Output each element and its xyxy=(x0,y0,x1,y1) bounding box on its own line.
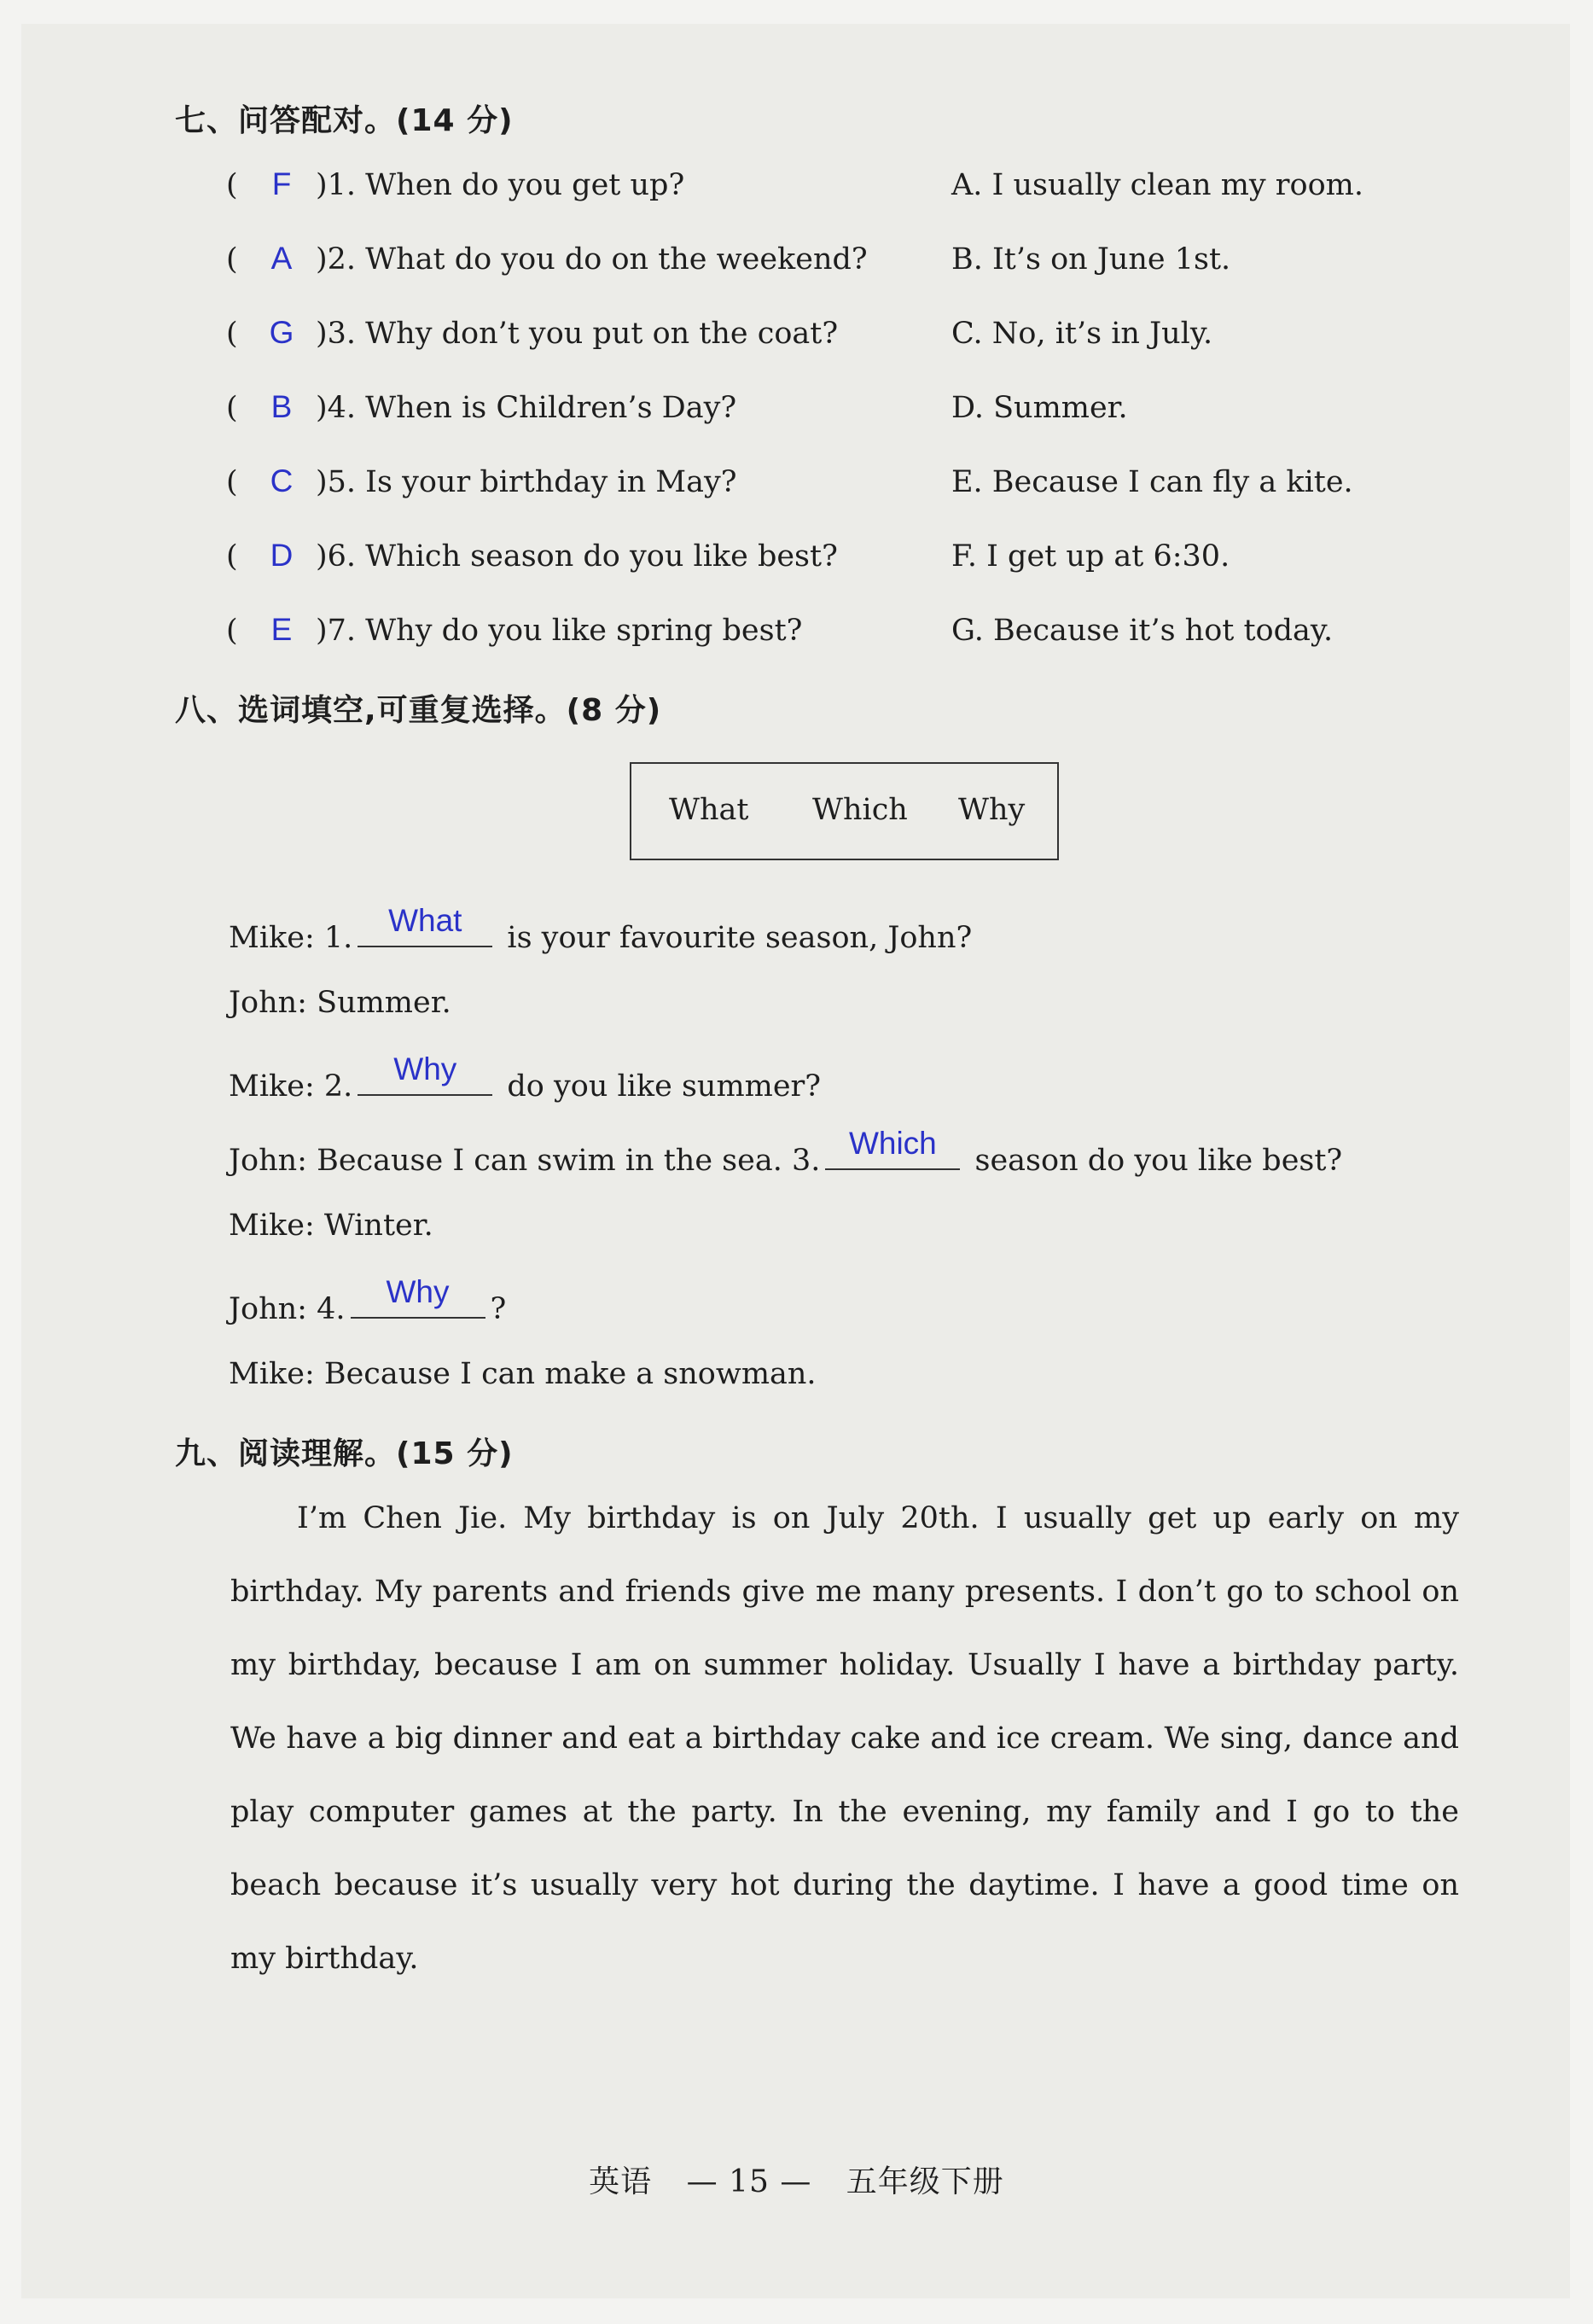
open-paren: ( xyxy=(226,391,238,425)
dialogue-line xyxy=(229,903,973,963)
question-text: )7. Why do you like spring best? xyxy=(316,614,803,648)
dialogue-text: Mike: Winter. xyxy=(229,1209,433,1243)
word-bank xyxy=(630,762,1059,860)
dialogue-line xyxy=(229,1357,817,1408)
dialogue-text: Mike: Because I can make a snowman. xyxy=(229,1357,817,1391)
question-text: )4. When is Children’s Day? xyxy=(316,391,737,425)
answer-letter: A xyxy=(270,241,293,276)
open-paren: ( xyxy=(226,465,238,499)
blank-answer: Why xyxy=(393,1051,457,1086)
answer-letter: F xyxy=(271,166,292,201)
dialogue-line xyxy=(229,986,451,1037)
section9-heading: 九、阅读理解。(15 分) xyxy=(175,1436,514,1471)
open-paren: ( xyxy=(226,168,238,202)
answer-blank xyxy=(358,1051,492,1096)
dialogue-text: Mike: 1. xyxy=(229,921,353,955)
option-text: G. Because it’s hot today. xyxy=(951,614,1334,648)
blank-answer: Why xyxy=(386,1274,450,1309)
question-text: )5. Is your birthday in May? xyxy=(316,465,737,499)
match-row xyxy=(226,614,1506,665)
dialogue-text: do you like summer? xyxy=(507,1069,822,1104)
dialogue-line xyxy=(229,1126,1343,1185)
option-text: B. It’s on June 1st. xyxy=(951,242,1231,277)
answer-letter: G xyxy=(269,315,294,350)
answer-letter: C xyxy=(270,463,294,498)
option-text: D. Summer. xyxy=(951,391,1128,425)
footer-grade: 五年级下册 xyxy=(846,2164,1004,2199)
open-paren: ( xyxy=(226,539,238,574)
match-row xyxy=(226,539,1506,591)
match-row xyxy=(226,317,1506,368)
page-footer xyxy=(0,2158,1593,2201)
dialogue-text: season do you like best? xyxy=(974,1144,1343,1178)
footer-subject: 英语 xyxy=(589,2164,653,2199)
dialogue-line xyxy=(229,1209,433,1260)
question-text: )1. When do you get up? xyxy=(316,168,685,202)
blank-answer: What xyxy=(388,903,462,938)
blank-answer: Which xyxy=(848,1126,937,1161)
option-text: E. Because I can fly a kite. xyxy=(951,465,1353,499)
dialogue-text: John: Summer. xyxy=(229,986,451,1020)
word-bank-item: Why xyxy=(958,793,1026,827)
dialogue-text: is your favourite season, John? xyxy=(507,921,973,955)
answer-blank xyxy=(351,1274,485,1319)
answer-letter: D xyxy=(270,538,294,573)
open-paren: ( xyxy=(226,317,238,351)
question-text: )2. What do you do on the weekend? xyxy=(316,242,868,277)
open-paren: ( xyxy=(226,614,238,648)
option-text: F. I get up at 6:30. xyxy=(951,539,1230,574)
section8-heading: 八、选词填空,可重复选择。(8 分) xyxy=(175,693,662,728)
option-text: C. No, it’s in July. xyxy=(951,317,1213,351)
dialogue-line xyxy=(229,1274,507,1334)
answer-blank xyxy=(358,903,492,947)
answer-letter: B xyxy=(270,389,293,424)
match-row xyxy=(226,242,1506,294)
dialogue-text: John: 4. xyxy=(229,1292,346,1326)
dialogue-text: Mike: 2. xyxy=(229,1069,353,1104)
passage-text: I’m Chen Jie. My birthday is on July 20th. I usually get up early on my birthday. My parents and friends give me many presents. I don’t go to school on my birthday, because I am on summer holiday. Usually I have a birthday party. We have a big dinner and eat a birthday cake and ice cream. We sing, dance and play computer games at the party. In the evening, my family and I go to the beach because it’s usually very hot during the daytime. I have a good time on my birthday. xyxy=(230,1501,1459,1976)
question-text: )3. Why don’t you put on the coat? xyxy=(316,317,839,351)
section7-heading: 七、问答配对。(14 分) xyxy=(175,103,514,138)
open-paren: ( xyxy=(226,242,238,277)
answer-blank xyxy=(825,1126,960,1170)
dialogue-text: ? xyxy=(490,1292,507,1326)
answer-letter: E xyxy=(270,612,293,647)
dialogue-text: John: Because I can swim in the sea. 3. xyxy=(229,1144,821,1178)
word-bank-item: What xyxy=(669,793,749,827)
dialogue-line xyxy=(229,1051,822,1111)
match-row xyxy=(226,465,1506,516)
footer-page-number: — 15 — xyxy=(686,2164,812,2199)
question-text: )6. Which season do you like best? xyxy=(316,539,838,574)
option-text: A. I usually clean my room. xyxy=(951,168,1363,202)
match-row xyxy=(226,168,1506,219)
word-bank-item: Which xyxy=(812,793,908,827)
reading-passage xyxy=(230,1482,1459,1995)
match-row xyxy=(226,391,1506,442)
